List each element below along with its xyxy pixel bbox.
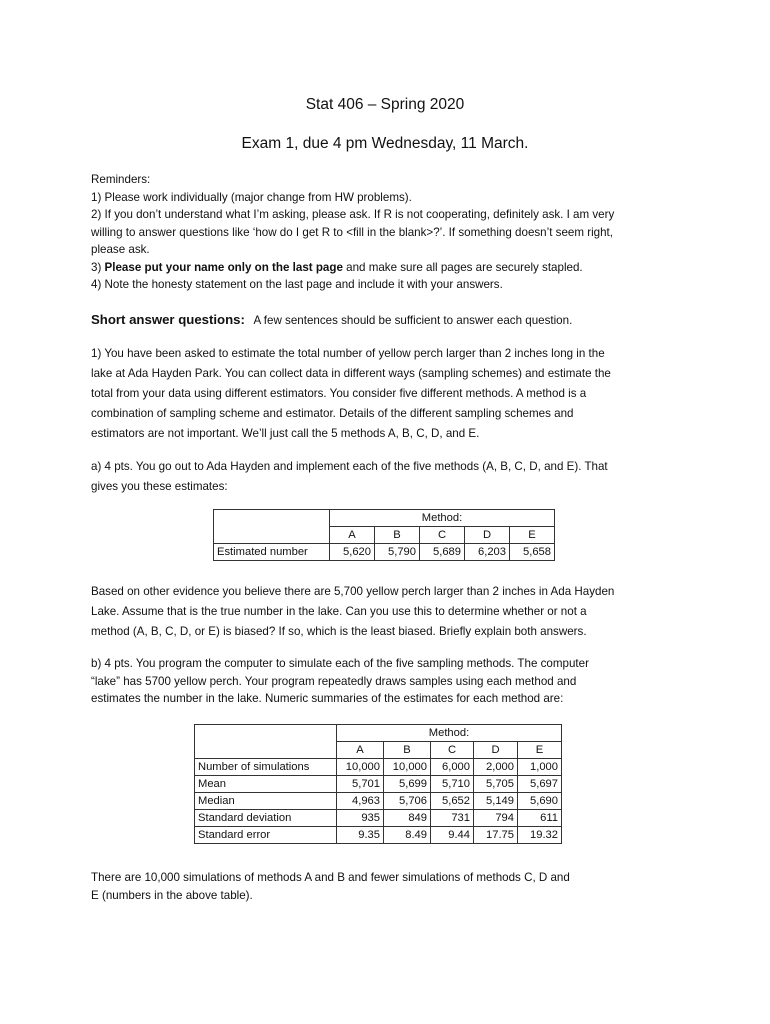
method-header: D — [465, 527, 510, 544]
table-row — [195, 810, 562, 827]
table-corner-cell — [195, 725, 337, 742]
method-header: D — [474, 742, 518, 759]
table-row — [195, 776, 562, 793]
table-cell: 10,000 — [384, 759, 431, 776]
table-row — [195, 759, 562, 776]
question-1-line: total from your data using different estimators. You consider five different methods. A method is a — [91, 387, 587, 400]
table-cell: 5,705 — [474, 776, 518, 793]
method-group-header: Method: — [337, 725, 562, 742]
paragraph-line: Based on other evidence you believe there are 5,700 yellow perch larger than 2 inches in Ada Hayden — [91, 585, 615, 598]
paragraph-line: E (numbers in the above table). — [91, 888, 253, 902]
based-on-evidence-paragraph — [91, 582, 681, 642]
method-header: A — [337, 742, 384, 759]
question-1-line: combination of sampling scheme and estimator. Details of the different sampling schemes and — [91, 407, 574, 420]
reminder-2-line-2: willing to answer questions like ‘how do I get R to <fill in the blank>?’. If something doesn’t seem right, — [91, 225, 613, 239]
row-label: Mean — [195, 776, 337, 793]
table-cell: 731 — [431, 810, 474, 827]
table-cell: 8.49 — [384, 827, 431, 844]
table-cell: 5,652 — [431, 793, 474, 810]
reminder-3-prefix: 3) — [91, 260, 105, 274]
question-b-line: b) 4 pts. You program the computer to simulate each of the five sampling methods. The computer — [91, 657, 589, 670]
table-cell: 5,689 — [420, 544, 465, 561]
table-corner-cell — [214, 527, 330, 544]
table-row — [195, 793, 562, 810]
question-1-line: estimators are not important. We’ll just call the 5 methods A, B, C, D, and E. — [91, 427, 480, 440]
method-header: E — [518, 742, 562, 759]
table-cell: 5,699 — [384, 776, 431, 793]
table-cell: 6,000 — [431, 759, 474, 776]
question-b — [91, 655, 681, 708]
table-cell: 794 — [474, 810, 518, 827]
reminders-section — [91, 171, 681, 294]
table-cell: 5,697 — [518, 776, 562, 793]
reminder-2-line-3: please ask. — [91, 243, 150, 256]
table-cell: 17.75 — [474, 827, 518, 844]
simulation-summary-table — [194, 724, 562, 844]
method-header: C — [420, 527, 465, 544]
table-row — [214, 544, 555, 561]
reminder-4: 4) Note the honesty statement on the last page and include it with your answers. — [91, 278, 503, 291]
reminder-3 — [91, 259, 681, 277]
method-header: C — [431, 742, 474, 759]
method-header: B — [375, 527, 420, 544]
paragraph-line: There are 10,000 simulations of methods A and B and fewer simulations of methods C, D and — [91, 871, 570, 884]
short-answer-instructions: A few sentences should be sufficient to answer each question. — [253, 314, 573, 327]
table-cell: 5,658 — [510, 544, 555, 561]
row-label: Number of simulations — [195, 759, 337, 776]
reminders-heading: Reminders: — [91, 173, 151, 186]
table-row — [214, 510, 555, 527]
question-b-line: “lake” has 5700 yellow perch. Your program repeatedly draws samples using each method and — [91, 674, 577, 688]
estimates-table — [213, 509, 555, 561]
table-cell: 1,000 — [518, 759, 562, 776]
row-label: Median — [195, 793, 337, 810]
table-row — [195, 742, 562, 759]
table-cell: 611 — [518, 810, 562, 827]
short-answer-section — [91, 312, 681, 327]
table-cell: 5,706 — [384, 793, 431, 810]
exam-subtitle: Exam 1, due 4 pm Wednesday, 11 March. — [241, 135, 529, 152]
table-corner-cell — [195, 742, 337, 759]
row-label: Estimated number — [214, 544, 330, 561]
closing-paragraph — [91, 869, 681, 904]
table-cell: 6,203 — [465, 544, 510, 561]
table-cell: 5,690 — [518, 793, 562, 810]
exam-title: Stat 406 – Spring 2020 — [305, 96, 465, 113]
paragraph-line: method (A, B, C, D, or E) is biased? If so, which is the least biased. Briefly explain both answers. — [91, 625, 587, 638]
table-cell: 5,790 — [375, 544, 420, 561]
table-row — [214, 527, 555, 544]
table-cell: 2,000 — [474, 759, 518, 776]
table-cell: 4,963 — [337, 793, 384, 810]
table-cell: 5,149 — [474, 793, 518, 810]
paragraph-line: Lake. Assume that is the true number in the lake. Can you use this to determine whether or not a — [91, 605, 587, 618]
table-cell: 10,000 — [337, 759, 384, 776]
table-row — [195, 827, 562, 844]
table-cell: 9.35 — [337, 827, 384, 844]
reminder-3-rest: and make sure all pages are securely stapled. — [342, 260, 583, 274]
row-label: Standard deviation — [195, 810, 337, 827]
method-header: B — [384, 742, 431, 759]
short-answer-heading: Short answer questions: — [91, 312, 245, 327]
table-cell: 849 — [384, 810, 431, 827]
reminder-1: 1) Please work individually (major change from HW problems). — [91, 190, 412, 204]
table-cell: 5,701 — [337, 776, 384, 793]
table-cell: 9.44 — [431, 827, 474, 844]
method-group-header: Method: — [330, 510, 555, 527]
table-cell: 5,710 — [431, 776, 474, 793]
question-1-line: lake at Ada Hayden Park. You can collect data in different ways (sampling schemes) and estimate the — [91, 367, 611, 380]
question-1-line: 1) You have been asked to estimate the total number of yellow perch larger than 2 inches long in the — [91, 347, 605, 360]
reminder-3-bold: Please put your name only on the last page — [104, 260, 343, 274]
row-label: Standard error — [195, 827, 337, 844]
question-1 — [91, 344, 681, 444]
method-header: E — [510, 527, 555, 544]
question-a-line: a) 4 pts. You go out to Ada Hayden and implement each of the five methods (A, B, C, D, and E). That — [91, 460, 608, 473]
question-a — [91, 457, 681, 497]
table-row — [195, 725, 562, 742]
method-header: A — [330, 527, 375, 544]
table-cell: 5,620 — [330, 544, 375, 561]
table-cell: 19.32 — [518, 827, 562, 844]
table-cell: 935 — [337, 810, 384, 827]
reminder-2-line-1: 2) If you don’t understand what I’m asking, please ask. If R is not cooperating, definitely ask. I am very — [91, 208, 615, 221]
table-corner-cell — [214, 510, 330, 527]
question-a-line: gives you these estimates: — [91, 480, 228, 493]
question-b-line: estimates the number in the lake. Numeric summaries of the estimates for each method are: — [91, 692, 564, 705]
